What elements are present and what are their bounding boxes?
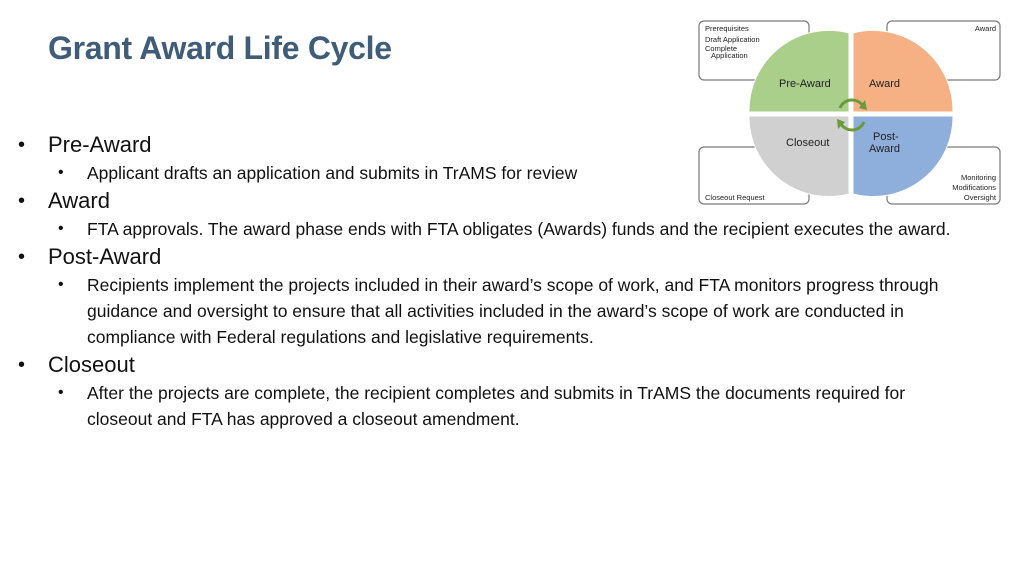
box-label: Oversight [963, 193, 996, 202]
segment-label-award: Award [869, 78, 900, 90]
box-label: Modifications [952, 183, 996, 192]
section-detail: Applicant drafts an application and submits in TrAMS for review [87, 163, 578, 183]
bullet-icon: • [58, 220, 64, 237]
box-label: Award [974, 24, 996, 33]
section-post-award [0, 242, 960, 350]
section-closeout [0, 350, 960, 432]
section-detail: After the projects are complete, the recipient completes and submits in TrAMS the documents required for closeout and FTA has approved a closeout amendment. [87, 383, 906, 429]
life-cycle-diagram [697, 18, 1003, 208]
bullet-icon: • [18, 190, 26, 212]
bullet-icon: • [18, 354, 26, 376]
box-label: Draft Application [705, 35, 760, 44]
slide-title: Grant Award Life Cycle [48, 30, 392, 66]
bullet-icon: • [18, 246, 26, 268]
box-label: Monitoring [960, 173, 996, 182]
segment-label-post-award: Award [869, 143, 900, 155]
bullet-icon: • [58, 384, 64, 401]
segment-label-post-award: Post- [873, 131, 899, 143]
box-label: Application [711, 51, 748, 60]
cycle-arrows-icon [840, 100, 864, 130]
bullet-icon: • [58, 164, 64, 181]
box-label: Complete [705, 44, 738, 53]
section-heading: Closeout [48, 352, 135, 377]
segment-label-pre-award: Pre-Award [779, 78, 831, 90]
section-heading: Award [48, 188, 110, 213]
bullet-icon: • [58, 276, 64, 293]
section-detail: FTA approvals. The award phase ends with FTA obligates (Awards) funds and the recipient executes the award. [87, 219, 951, 239]
section-heading: Pre-Award [48, 132, 152, 157]
segment-label-closeout: Closeout [786, 137, 830, 149]
box-label: Prerequisites [705, 24, 749, 33]
section-heading: Post-Award [48, 244, 162, 269]
section-detail: Recipients implement the projects included in their award’s scope of work, and FTA monitors progress through guidance and oversight to ensure that all activities included in the award’s scope of work are conducted in compliance with Federal regulations and legislative requirements. [87, 275, 939, 347]
box-label: Closeout Request [705, 193, 765, 202]
bullet-icon: • [18, 134, 26, 156]
